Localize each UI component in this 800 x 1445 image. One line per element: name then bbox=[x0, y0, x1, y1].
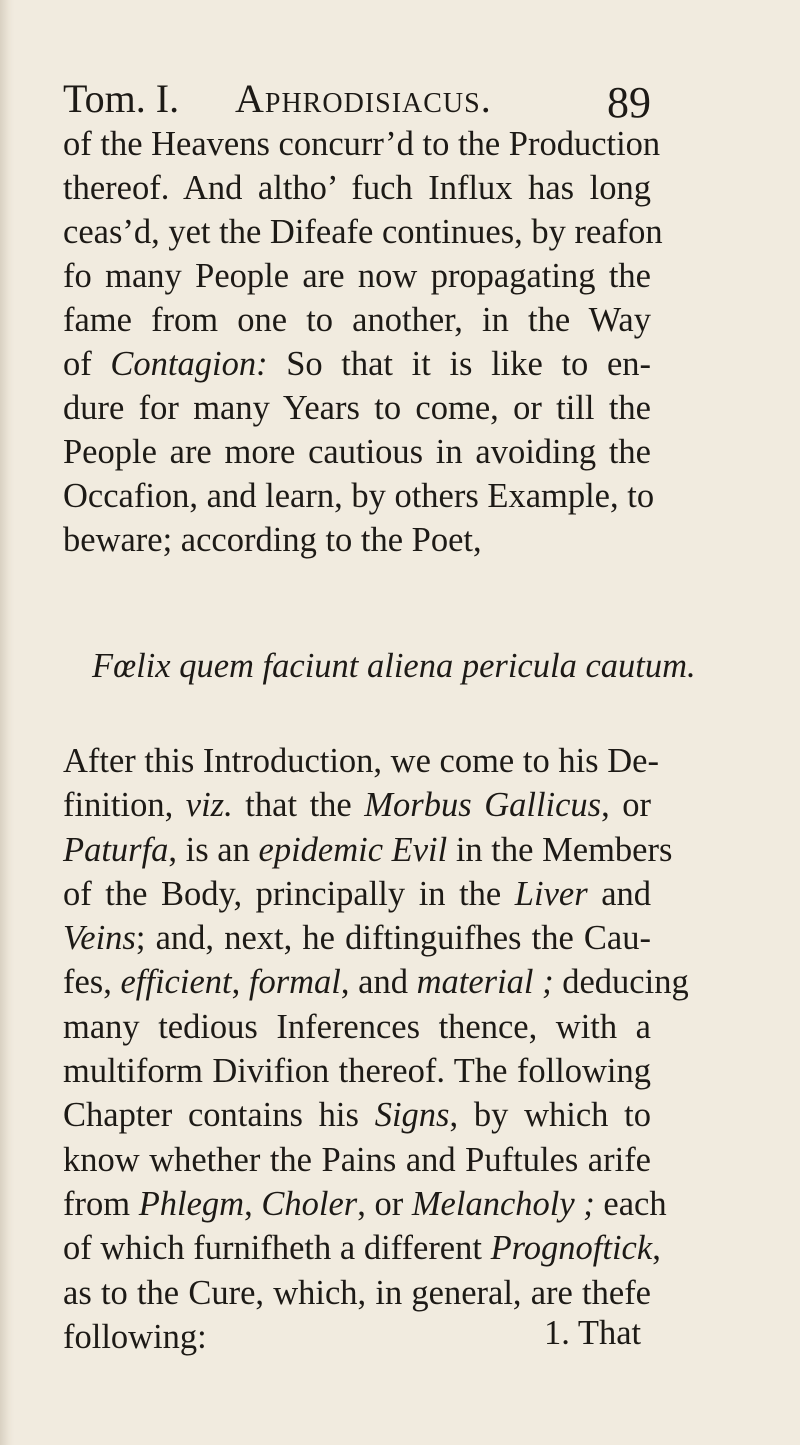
text-line: People are more cautious in avoiding the bbox=[63, 433, 651, 471]
volume-label: Tom. I. bbox=[63, 76, 180, 121]
italic-term: Melancholy ; bbox=[411, 1184, 595, 1223]
text-fragment: deducing bbox=[562, 963, 689, 1002]
text-line: thereof. And altho’ fuch Influx has long bbox=[63, 169, 651, 207]
text-fragment: each bbox=[603, 1184, 667, 1223]
text-fragment: , bbox=[231, 963, 241, 1002]
text-line: beware; according to the Poet, bbox=[63, 521, 482, 559]
paragraph-2 bbox=[63, 739, 689, 1359]
running-title: Aphrodisiacus. bbox=[235, 76, 492, 121]
text-fragment: , and bbox=[340, 963, 408, 1002]
text-line: fame from one to another, in the Way bbox=[63, 301, 651, 339]
italic-term: Morbus Gallicus bbox=[364, 786, 602, 825]
italic-term: formal bbox=[248, 963, 341, 1002]
catchword: 1. That bbox=[544, 1314, 642, 1352]
text-fragment: fes, bbox=[63, 963, 112, 1002]
text-line bbox=[63, 783, 651, 827]
text-fragment: finition, bbox=[63, 786, 174, 825]
text-line bbox=[63, 1182, 667, 1226]
italic-term: Liver bbox=[514, 874, 588, 913]
text-fragment: , bbox=[244, 1184, 253, 1223]
italic-term: efficient bbox=[120, 963, 232, 1002]
italic-term: viz. bbox=[185, 786, 233, 825]
text-fragment: , or bbox=[357, 1184, 404, 1223]
text-fragment: of which furnifheth a different bbox=[63, 1229, 482, 1268]
text-line: ceas’d, yet the Difeafe continues, by reafon bbox=[63, 213, 663, 251]
text-line: Occafion, and learn, by others Example, to bbox=[63, 477, 655, 515]
text-line bbox=[63, 1226, 661, 1270]
text-line: know whether the Pains and Puftules arife bbox=[63, 1140, 651, 1179]
text-line bbox=[63, 916, 651, 960]
text-fragment: of the Body, principally in the bbox=[63, 874, 502, 913]
text-line bbox=[63, 960, 689, 1004]
text-fragment: in the Members bbox=[455, 830, 673, 869]
text-line: of the Heavens concurr’d to the Production bbox=[63, 125, 661, 163]
text-line: fo many People are now propagating the bbox=[63, 257, 651, 295]
text-fragment: Chapter contains his bbox=[63, 1096, 359, 1135]
text-line: dure for many Years to come, or till the bbox=[63, 389, 651, 427]
text-line: After this Introduction, we come to his De- bbox=[63, 742, 659, 780]
text-fragment: , is an bbox=[168, 830, 250, 869]
text-line bbox=[63, 1093, 651, 1137]
text-fragment: , by which to bbox=[449, 1096, 651, 1135]
text-line: many tedious Inferences thence, with a bbox=[63, 1007, 651, 1046]
italic-term: Signs bbox=[374, 1096, 450, 1135]
italic-term: Paturfa bbox=[63, 830, 169, 869]
text-fragment: from bbox=[63, 1184, 131, 1223]
italic-term: Prognoftick bbox=[490, 1229, 653, 1268]
italic-term: material ; bbox=[416, 963, 554, 1002]
page-binding-edge bbox=[0, 0, 14, 1445]
text-line bbox=[63, 872, 651, 916]
running-head bbox=[63, 74, 651, 127]
text-fragment: that the bbox=[245, 786, 352, 825]
text-fragment: and bbox=[601, 874, 652, 913]
latin-quotation: Fœlix quem faciunt aliena pericula cautum. bbox=[92, 647, 696, 685]
text-line: following: bbox=[63, 1317, 207, 1356]
italic-term: Veins bbox=[63, 919, 136, 958]
text-fragment: of bbox=[63, 345, 92, 383]
italic-term: Choler bbox=[261, 1184, 358, 1223]
text-line-contagion bbox=[63, 342, 651, 386]
text-line: multiform Divifion thereof. The following bbox=[63, 1052, 651, 1091]
text-fragment: So that it is like to en- bbox=[286, 345, 651, 383]
text-line: as to the Cure, which, in general, are thefe bbox=[63, 1273, 651, 1312]
text-line bbox=[63, 828, 673, 872]
text-fragment: , or bbox=[601, 786, 652, 825]
text-fragment: ; and, next, he diftinguifhes the Cau- bbox=[135, 919, 651, 958]
italic-term: Contagion: bbox=[110, 345, 268, 383]
italic-term: epidemic Evil bbox=[258, 830, 448, 869]
text-fragment: , bbox=[652, 1229, 661, 1268]
italic-term: Phlegm bbox=[138, 1184, 245, 1223]
paragraph-1 bbox=[63, 122, 663, 562]
page-number: 89 bbox=[607, 78, 651, 127]
